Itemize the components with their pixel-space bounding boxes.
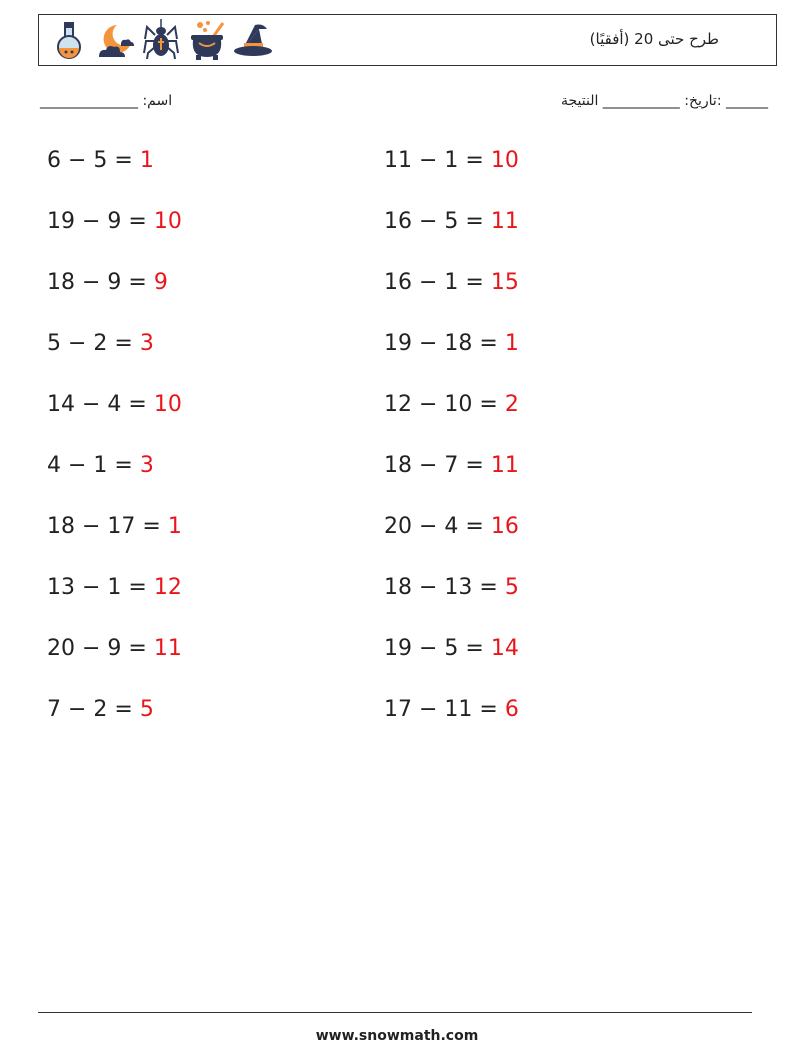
potion-bottle-icon (49, 19, 89, 61)
date-score-fields: ______ :تاريخ: ___________ النتيجة (560, 93, 768, 109)
problem-answer: 14 (490, 636, 519, 661)
problem-question: 13 − 1 = (47, 575, 154, 600)
page-title: طرح حتى 20 (أفقيًا) (589, 30, 719, 48)
problem-item (47, 148, 154, 173)
footer-url: www.snowmath.com (315, 1028, 479, 1044)
problem-item (47, 636, 182, 661)
witch-hat-icon (233, 19, 273, 61)
problem-question: 19 − 5 = (384, 636, 491, 661)
problem-question: 7 − 2 = (47, 697, 140, 722)
problem-question: 20 − 4 = (384, 514, 491, 539)
problem-answer: 6 (504, 697, 519, 722)
problem-item (384, 697, 519, 722)
problem-item (384, 270, 519, 295)
problem-question: 5 − 2 = (47, 331, 140, 356)
problem-question: 11 − 1 = (384, 148, 491, 173)
moon-clouds-icon (95, 19, 135, 61)
problem-item (384, 148, 519, 173)
problem-answer: 5 (504, 575, 519, 600)
spider-icon (141, 19, 181, 61)
problem-answer: 16 (490, 514, 519, 539)
problem-item (47, 514, 182, 539)
cauldron-icon (187, 19, 227, 61)
problem-item (384, 453, 519, 478)
problem-question: 18 − 13 = (384, 575, 505, 600)
problem-answer: 9 (153, 270, 168, 295)
problem-question: 19 − 9 = (47, 209, 154, 234)
problem-question: 18 − 17 = (47, 514, 168, 539)
problem-question: 12 − 10 = (384, 392, 505, 417)
problem-item (47, 270, 168, 295)
problem-item (384, 392, 519, 417)
problem-item (384, 331, 519, 356)
problem-question: 6 − 5 = (47, 148, 140, 173)
problem-answer: 3 (139, 331, 154, 356)
problem-question: 18 − 7 = (384, 453, 491, 478)
problem-answer: 11 (490, 453, 519, 478)
problem-question: 4 − 1 = (47, 453, 140, 478)
problem-answer: 10 (153, 209, 182, 234)
problem-question: 16 − 1 = (384, 270, 491, 295)
problem-answer: 11 (153, 636, 182, 661)
problem-answer: 5 (139, 697, 154, 722)
problem-question: 20 − 9 = (47, 636, 154, 661)
problem-answer: 11 (490, 209, 519, 234)
icon-strip (49, 19, 273, 61)
problem-question: 19 − 18 = (384, 331, 505, 356)
problem-question: 17 − 11 = (384, 697, 505, 722)
problem-item (47, 575, 182, 600)
worksheet-header (38, 14, 777, 66)
problem-answer: 15 (490, 270, 519, 295)
problem-item (384, 514, 519, 539)
problem-question: 16 − 5 = (384, 209, 491, 234)
problem-answer: 10 (490, 148, 519, 173)
problem-question: 18 − 9 = (47, 270, 154, 295)
problem-answer: 10 (153, 392, 182, 417)
problem-item (384, 636, 519, 661)
problem-answer: 1 (504, 331, 519, 356)
problem-item (47, 331, 154, 356)
problem-item (47, 209, 182, 234)
problem-answer: 3 (139, 453, 154, 478)
name-field: اسم: ______________ (40, 93, 173, 109)
footer-divider (38, 1012, 752, 1013)
problem-item (47, 392, 182, 417)
problem-question: 14 − 4 = (47, 392, 154, 417)
problem-item (384, 575, 519, 600)
problem-answer: 2 (504, 392, 519, 417)
problem-answer: 12 (153, 575, 182, 600)
problem-answer: 1 (167, 514, 182, 539)
problem-item (47, 453, 154, 478)
problem-item (47, 697, 154, 722)
problem-item (384, 209, 519, 234)
problem-answer: 1 (139, 148, 154, 173)
